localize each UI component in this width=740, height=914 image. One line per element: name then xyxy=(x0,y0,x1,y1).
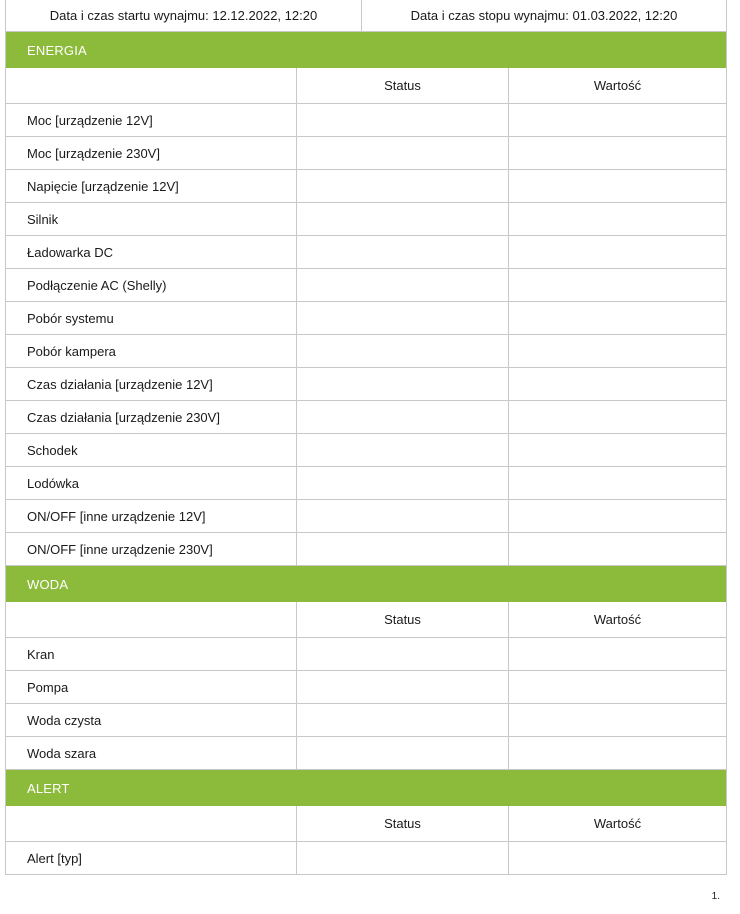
section-title-energia: ENERGIA xyxy=(6,32,726,68)
row-label: Napięcie [urządzenie 12V] xyxy=(6,170,297,202)
value-cell xyxy=(509,467,726,499)
column-header-status: Status xyxy=(297,806,509,841)
status-cell xyxy=(297,302,509,334)
table-row xyxy=(6,170,726,203)
rental-start-datetime: Data i czas startu wynajmu: 12.12.2022, 12:20 xyxy=(6,0,362,31)
row-label: Alert [typ] xyxy=(6,842,297,874)
status-cell xyxy=(297,671,509,703)
status-cell xyxy=(297,638,509,670)
row-label: Czas działania [urządzenie 12V] xyxy=(6,368,297,400)
value-cell xyxy=(509,170,726,202)
row-label: ON/OFF [inne urządzenie 12V] xyxy=(6,500,297,532)
column-header-row xyxy=(6,68,726,104)
value-cell xyxy=(509,500,726,532)
row-label: Ładowarka DC xyxy=(6,236,297,268)
status-cell xyxy=(297,170,509,202)
table-row xyxy=(6,737,726,770)
row-label: Podłączenie AC (Shelly) xyxy=(6,269,297,301)
table-row xyxy=(6,302,726,335)
row-label: Pobór kampera xyxy=(6,335,297,367)
value-cell xyxy=(509,368,726,400)
row-label: Czas działania [urządzenie 230V] xyxy=(6,401,297,433)
column-header-status: Status xyxy=(297,68,509,103)
row-label: Lodówka xyxy=(6,467,297,499)
table-row xyxy=(6,203,726,236)
value-cell xyxy=(509,104,726,136)
status-cell xyxy=(297,368,509,400)
status-cell xyxy=(297,533,509,565)
table-row xyxy=(6,434,726,467)
status-cell xyxy=(297,269,509,301)
table-row xyxy=(6,704,726,737)
table-row xyxy=(6,401,726,434)
row-label: ON/OFF [inne urządzenie 230V] xyxy=(6,533,297,565)
column-header-row xyxy=(6,806,726,842)
column-header-value: Wartość xyxy=(593,78,642,93)
value-cell xyxy=(509,434,726,466)
row-label: Moc [urządzenie 12V] xyxy=(6,104,297,136)
status-cell xyxy=(297,704,509,736)
value-cell xyxy=(509,401,726,433)
table-row xyxy=(6,842,726,874)
row-label: Silnik xyxy=(6,203,297,235)
status-cell xyxy=(297,434,509,466)
value-cell xyxy=(509,302,726,334)
value-cell xyxy=(509,335,726,367)
row-label: Pompa xyxy=(6,671,297,703)
row-label: Woda szara xyxy=(6,737,297,769)
status-cell xyxy=(297,500,509,532)
column-header-status: Status xyxy=(297,602,509,637)
table-row xyxy=(6,671,726,704)
section-title-alert: ALERT xyxy=(6,770,726,806)
status-cell xyxy=(297,842,509,874)
rental-stop-datetime: Data i czas stopu wynajmu: 01.03.2022, 12:20 xyxy=(410,8,678,23)
table-row xyxy=(6,467,726,500)
page-number: 1. xyxy=(711,891,720,902)
column-header-name xyxy=(6,68,297,103)
value-cell xyxy=(509,203,726,235)
value-cell xyxy=(509,236,726,268)
table-row xyxy=(6,638,726,671)
status-cell xyxy=(297,104,509,136)
column-header-value: Wartość xyxy=(593,816,642,831)
rental-dates-row xyxy=(6,0,726,32)
value-cell xyxy=(509,671,726,703)
section-title-woda: WODA xyxy=(6,566,726,602)
value-cell xyxy=(509,638,726,670)
table-row xyxy=(6,500,726,533)
table-row xyxy=(6,137,726,170)
column-header-row xyxy=(6,602,726,638)
value-cell xyxy=(509,704,726,736)
table-row xyxy=(6,533,726,566)
value-cell xyxy=(509,137,726,169)
table-row xyxy=(6,104,726,137)
rental-report-table xyxy=(5,0,727,875)
table-row xyxy=(6,236,726,269)
value-cell xyxy=(509,533,726,565)
status-cell xyxy=(297,335,509,367)
status-cell xyxy=(297,401,509,433)
column-header-value: Wartość xyxy=(593,612,642,627)
column-header-name xyxy=(6,806,297,841)
status-cell xyxy=(297,467,509,499)
row-label: Moc [urządzenie 230V] xyxy=(6,137,297,169)
value-cell xyxy=(509,737,726,769)
status-cell xyxy=(297,203,509,235)
status-cell xyxy=(297,137,509,169)
row-label: Woda czysta xyxy=(6,704,297,736)
table-row xyxy=(6,335,726,368)
row-label: Pobór systemu xyxy=(6,302,297,334)
value-cell xyxy=(509,269,726,301)
column-header-name xyxy=(6,602,297,637)
status-cell xyxy=(297,737,509,769)
row-label: Kran xyxy=(6,638,297,670)
table-row xyxy=(6,368,726,401)
row-label: Schodek xyxy=(6,434,297,466)
status-cell xyxy=(297,236,509,268)
value-cell xyxy=(509,842,726,874)
table-row xyxy=(6,269,726,302)
